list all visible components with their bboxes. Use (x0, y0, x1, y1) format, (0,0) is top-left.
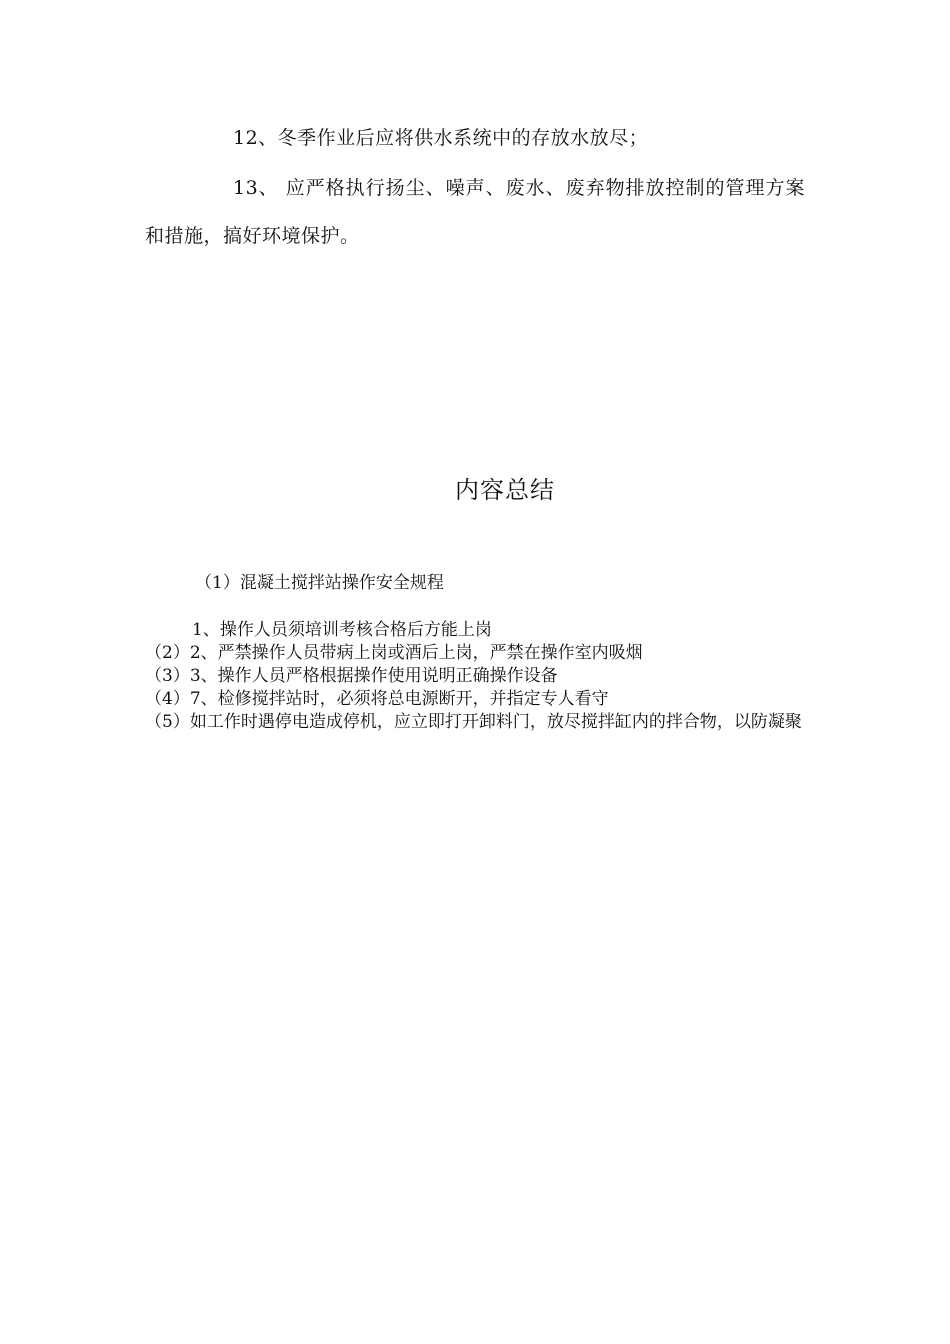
summary-heading: （1）混凝土搅拌站操作安全规程 (195, 573, 444, 593)
summary-line: （3）3、操作人员严格根据操作使用说明正确操作设备 (145, 666, 558, 686)
summary-line: （4）7、检修搅拌站时，必须将总电源断开，并指定专人看守 (145, 689, 609, 709)
summary-title: 内容总结 (455, 476, 555, 504)
paragraph-item-13: 13、 应严格执行扬尘、噪声、废水、废弃物排放控制的管理方案和措施，搞好环境保护。 (145, 177, 805, 247)
summary-line: （2）2、严禁操作人员带病上岗或酒后上岗，严禁在操作室内吸烟 (145, 643, 643, 663)
summary-lines (145, 619, 805, 734)
summary-line: 1、操作人员须培训考核合格后方能上岗 (192, 620, 492, 640)
summary-line: （5）如工作时遇停电造成停机，应立即打开卸料门，放尽搅拌缸内的拌合物，以防凝聚 (145, 712, 802, 732)
paragraph-item-12: 12、冬季作业后应将供水系统中的存放水放尽； (233, 127, 649, 149)
